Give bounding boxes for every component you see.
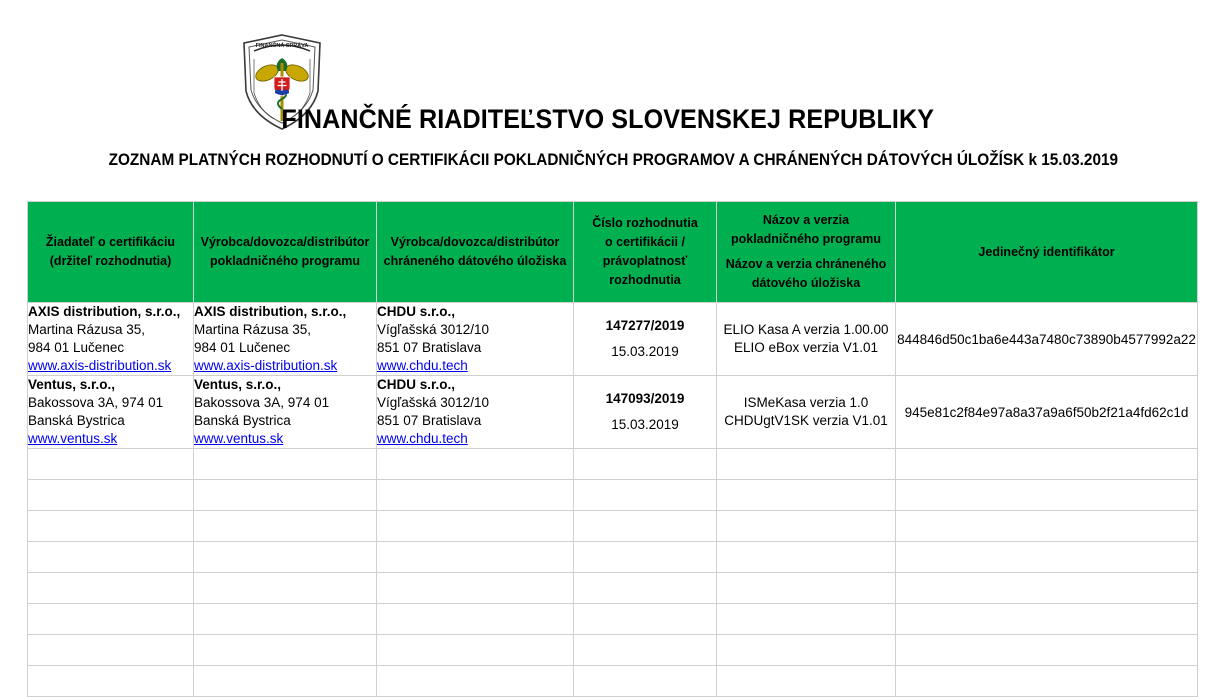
program-storage-cell: ISMeKasa verzia 1.0 CHDUgtV1SK verzia V1.01 (717, 376, 896, 449)
identifier-cell: 945e81c2f84e97a8a37a9a6f50b2f21a4fd62c1d (896, 376, 1198, 449)
decision-cell: 147277/2019 15.03.2019 (574, 303, 717, 376)
applicant-web-link[interactable]: www.axis-distribution.sk (28, 358, 172, 373)
page-title: FINANČNÉ RIADITEĽSTVO SLOVENSKEJ REPUBLIKY (281, 104, 935, 134)
header-program-producer: Výrobca/dovozca/distribútor pokladničného programu (194, 202, 377, 303)
empty-row (28, 573, 1198, 604)
header-decision: Číslo rozhodnutia o certifikácii / právoplatnosť rozhodnutia (574, 202, 717, 303)
header-program-storage-name: Názov a verzia pokladničného programu Názov a verzia chráneného dátového úložiska (717, 202, 896, 303)
empty-row (28, 449, 1198, 480)
storage-producer-cell: CHDU s.r.o., Vígľašská 3012/10 851 07 Bratislava www.chdu.tech (377, 303, 574, 376)
program-producer-web-link[interactable]: www.axis-distribution.sk (194, 358, 338, 373)
decision-cell: 147093/2019 15.03.2019 (574, 376, 717, 449)
empty-row (28, 635, 1198, 666)
applicant-web-link[interactable]: www.ventus.sk (28, 431, 118, 446)
program-storage-cell: ELIO Kasa A verzia 1.00.00 ELIO eBox verzia V1.01 (717, 303, 896, 376)
program-producer-cell: Ventus, s.r.o., Bakossova 3A, 974 01 Banská Bystrica www.ventus.sk (194, 376, 377, 449)
program-producer-web-link[interactable]: www.ventus.sk (194, 431, 284, 446)
storage-producer-web-link[interactable]: www.chdu.tech (377, 358, 468, 373)
header-applicant: Žiadateľ o certifikáciu (držiteľ rozhodnutia) (28, 202, 194, 303)
program-producer-cell: AXIS distribution, s.r.o., Martina Rázusa 35, 984 01 Lučenec www.axis-distribution.sk (194, 303, 377, 376)
svg-text:FINANČNÁ SPRÁVA: FINANČNÁ SPRÁVA (255, 43, 309, 49)
empty-row (28, 604, 1198, 635)
empty-row (28, 480, 1198, 511)
applicant-cell: AXIS distribution, s.r.o., Martina Rázusa 35, 984 01 Lučenec www.axis-distribution.sk (28, 303, 194, 376)
table-row (28, 376, 1198, 449)
identifier-cell: 844846d50c1ba6e443a7480c73890b4577992a22 (896, 303, 1198, 376)
table-header-row (28, 202, 1198, 303)
empty-row (28, 542, 1198, 573)
table-row (28, 303, 1198, 376)
storage-producer-web-link[interactable]: www.chdu.tech (377, 431, 468, 446)
empty-row (28, 511, 1198, 542)
storage-producer-cell: CHDU s.r.o., Vígľašská 3012/10 851 07 Bratislava www.chdu.tech (377, 376, 574, 449)
certification-table (27, 201, 1198, 697)
applicant-cell: Ventus, s.r.o., Bakossova 3A, 974 01 Banská Bystrica www.ventus.sk (28, 376, 194, 449)
page-subtitle: ZOZNAM PLATNÝCH ROZHODNUTÍ O CERTIFIKÁCII POKLADNIČNÝCH PROGRAMOV A CHRÁNENÝCH DÁTOVÝCH ÚLOŽÍSK k 15.03.2019 (108, 151, 1119, 169)
header-storage-producer: Výrobca/dovozca/distribútor chráneného dátového úložiska (377, 202, 574, 303)
header-identifier: Jedinečný identifikátor (896, 202, 1198, 303)
